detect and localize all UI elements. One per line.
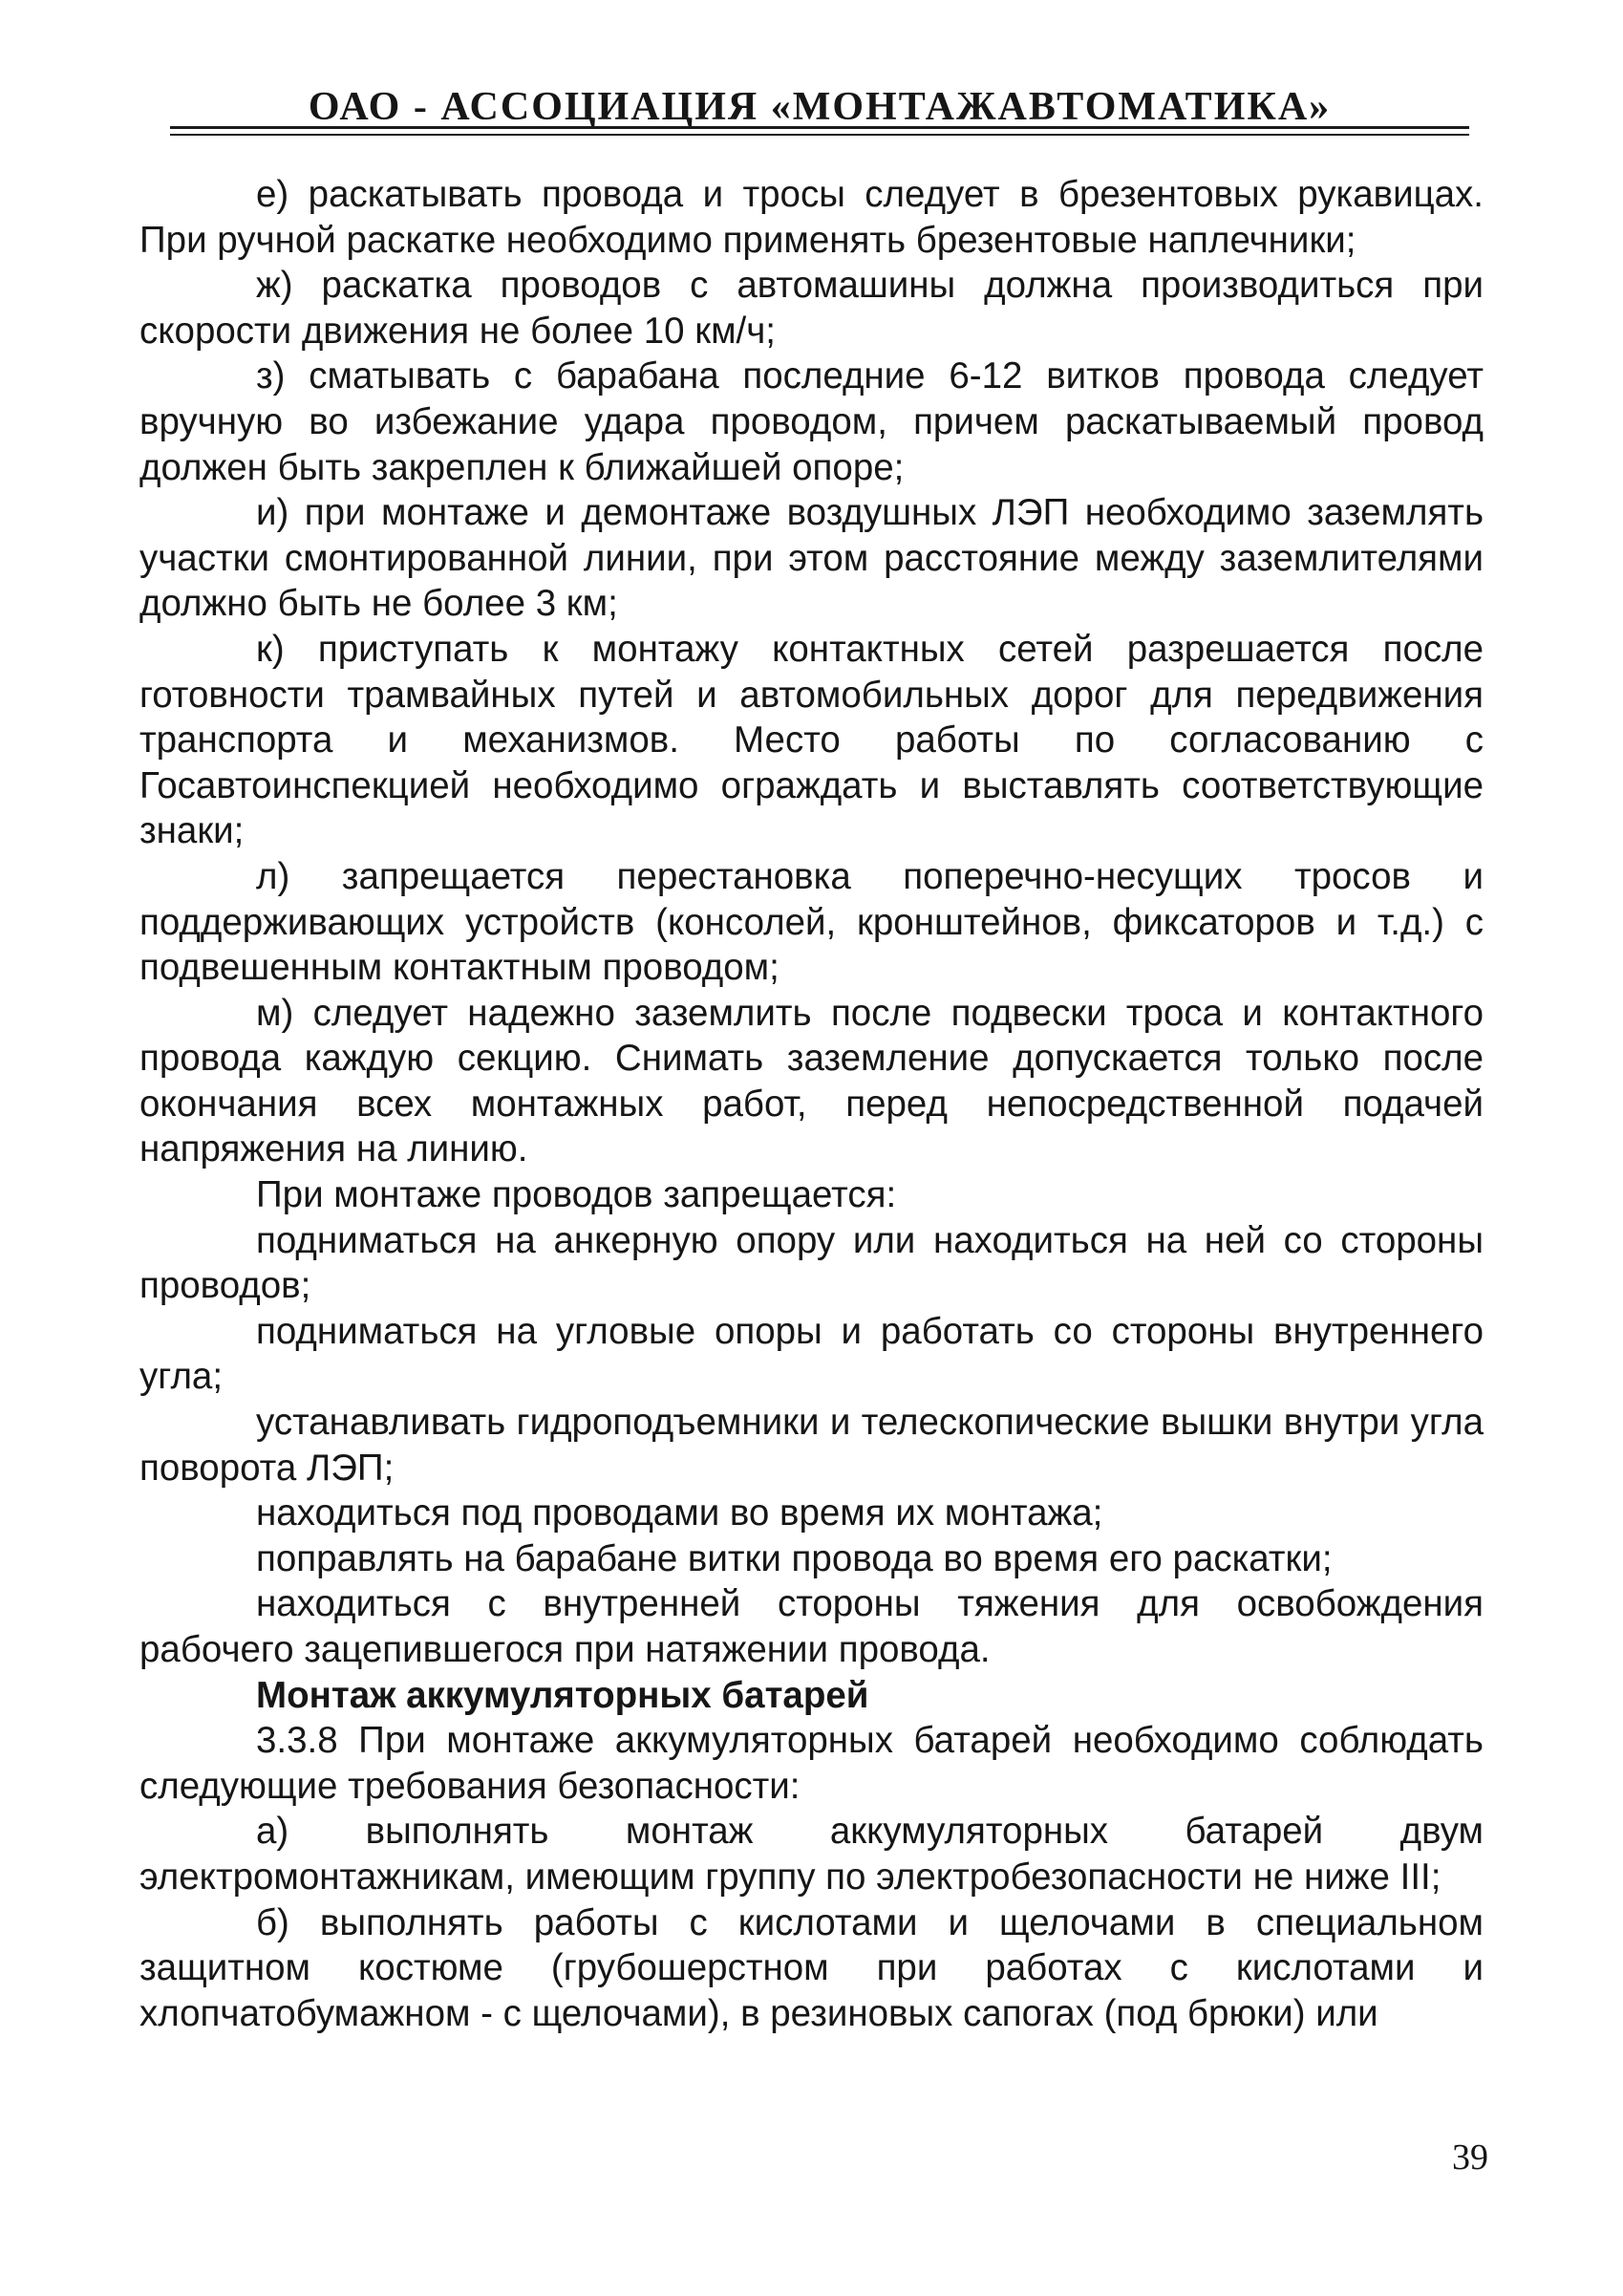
paragraph-i: и) при монтаже и демонтаже воздушных ЛЭП необходимо заземлять участки смонтированной линии, при этом расстояние между заземлителями должно быть не более 3 км; bbox=[139, 492, 1484, 625]
paragraph-l: л) запрещается перестановка поперечно-несущих тросов и поддерживающих устройств (консолей, кронштейнов, фиксаторов и т.д.) с подвешенным контактным проводом; bbox=[139, 855, 1484, 989]
paragraph-3-3-8: 3.3.8 При монтаже аккумуляторных батарей необходимо соблюдать следующие требования безопасности: bbox=[139, 1720, 1484, 1807]
prohibition-item-2: подниматься на угловые опоры и работать со стороны внутреннего угла; bbox=[139, 1310, 1484, 1398]
paragraph-zh: ж) раскатка проводов с автомашины должна производиться при скорости движения не более 10 км/ч; bbox=[139, 265, 1484, 352]
paragraph-prohibitions-intro: При монтаже проводов запрещается: bbox=[256, 1174, 897, 1216]
prohibition-item-6: находиться с внутренней стороны тяжения для освобождения рабочего зацепившегося при натяжении провода. bbox=[139, 1583, 1484, 1670]
prohibition-item-1: подниматься на анкерную опору или находиться на ней со стороны проводов; bbox=[139, 1219, 1484, 1307]
paragraph-z: з) сматывать с барабана последние 6-12 витков провода следует вручную во избежание удара проводом, причем раскатываемый провод должен быть закреплен к ближайшей опоре; bbox=[139, 355, 1484, 488]
header-rule-thin bbox=[170, 134, 1469, 136]
paragraph-k: к) приступать к монтажу контактных сетей разрешается после готовности трамвайных путей и автомобильных дорог для передвижения транспорта и механизмов. Место работы по согласованию с Госавтоинспекцией необходимо ограждать и выставлять соответствующие знаки; bbox=[139, 628, 1484, 852]
prohibition-item-3: устанавливать гидроподъемники и телескопические вышки внутри угла поворота ЛЭП; bbox=[139, 1402, 1484, 1489]
paragraph-a: а) выполнять монтаж аккумуляторных батарей двум электромонтажникам, имеющим группу по электробезопасности не ниже III; bbox=[139, 1811, 1484, 1898]
prohibition-item-5: поправлять на барабане витки провода во время его раскатки; bbox=[256, 1537, 1333, 1579]
prohibition-item-4: находиться под проводами во время их монтажа; bbox=[256, 1492, 1103, 1534]
paragraph-e: е) раскатывать провода и тросы следует в брезентовых рукавицах. При ручной раскатке необходимо применять брезентовые наплечники; bbox=[139, 174, 1484, 261]
section-heading: Монтаж аккумуляторных батарей bbox=[256, 1674, 869, 1716]
paragraph-b: б) выполнять работы с кислотами и щелочами в специальном защитном костюме (грубошерстном при работах с кислотами и хлопчатобумажном - с щелочами), в резиновых сапогах (под брюки) или bbox=[139, 1901, 1484, 2034]
page-header-title: ОАО - АССОЦИАЦИЯ «МОНТАЖАВТОМАТИКА» bbox=[308, 85, 1332, 129]
paragraph-m: м) следует надежно заземлить после подвески троса и контактного провода каждую секцию. Снимать заземление допускается только после окончания всех монтажных работ, перед непосредственной подачей напряжения на линию. bbox=[139, 992, 1484, 1170]
body-text bbox=[139, 172, 1484, 2036]
page-number: 39 bbox=[1452, 2137, 1488, 2178]
header-rule-thick bbox=[170, 126, 1469, 129]
